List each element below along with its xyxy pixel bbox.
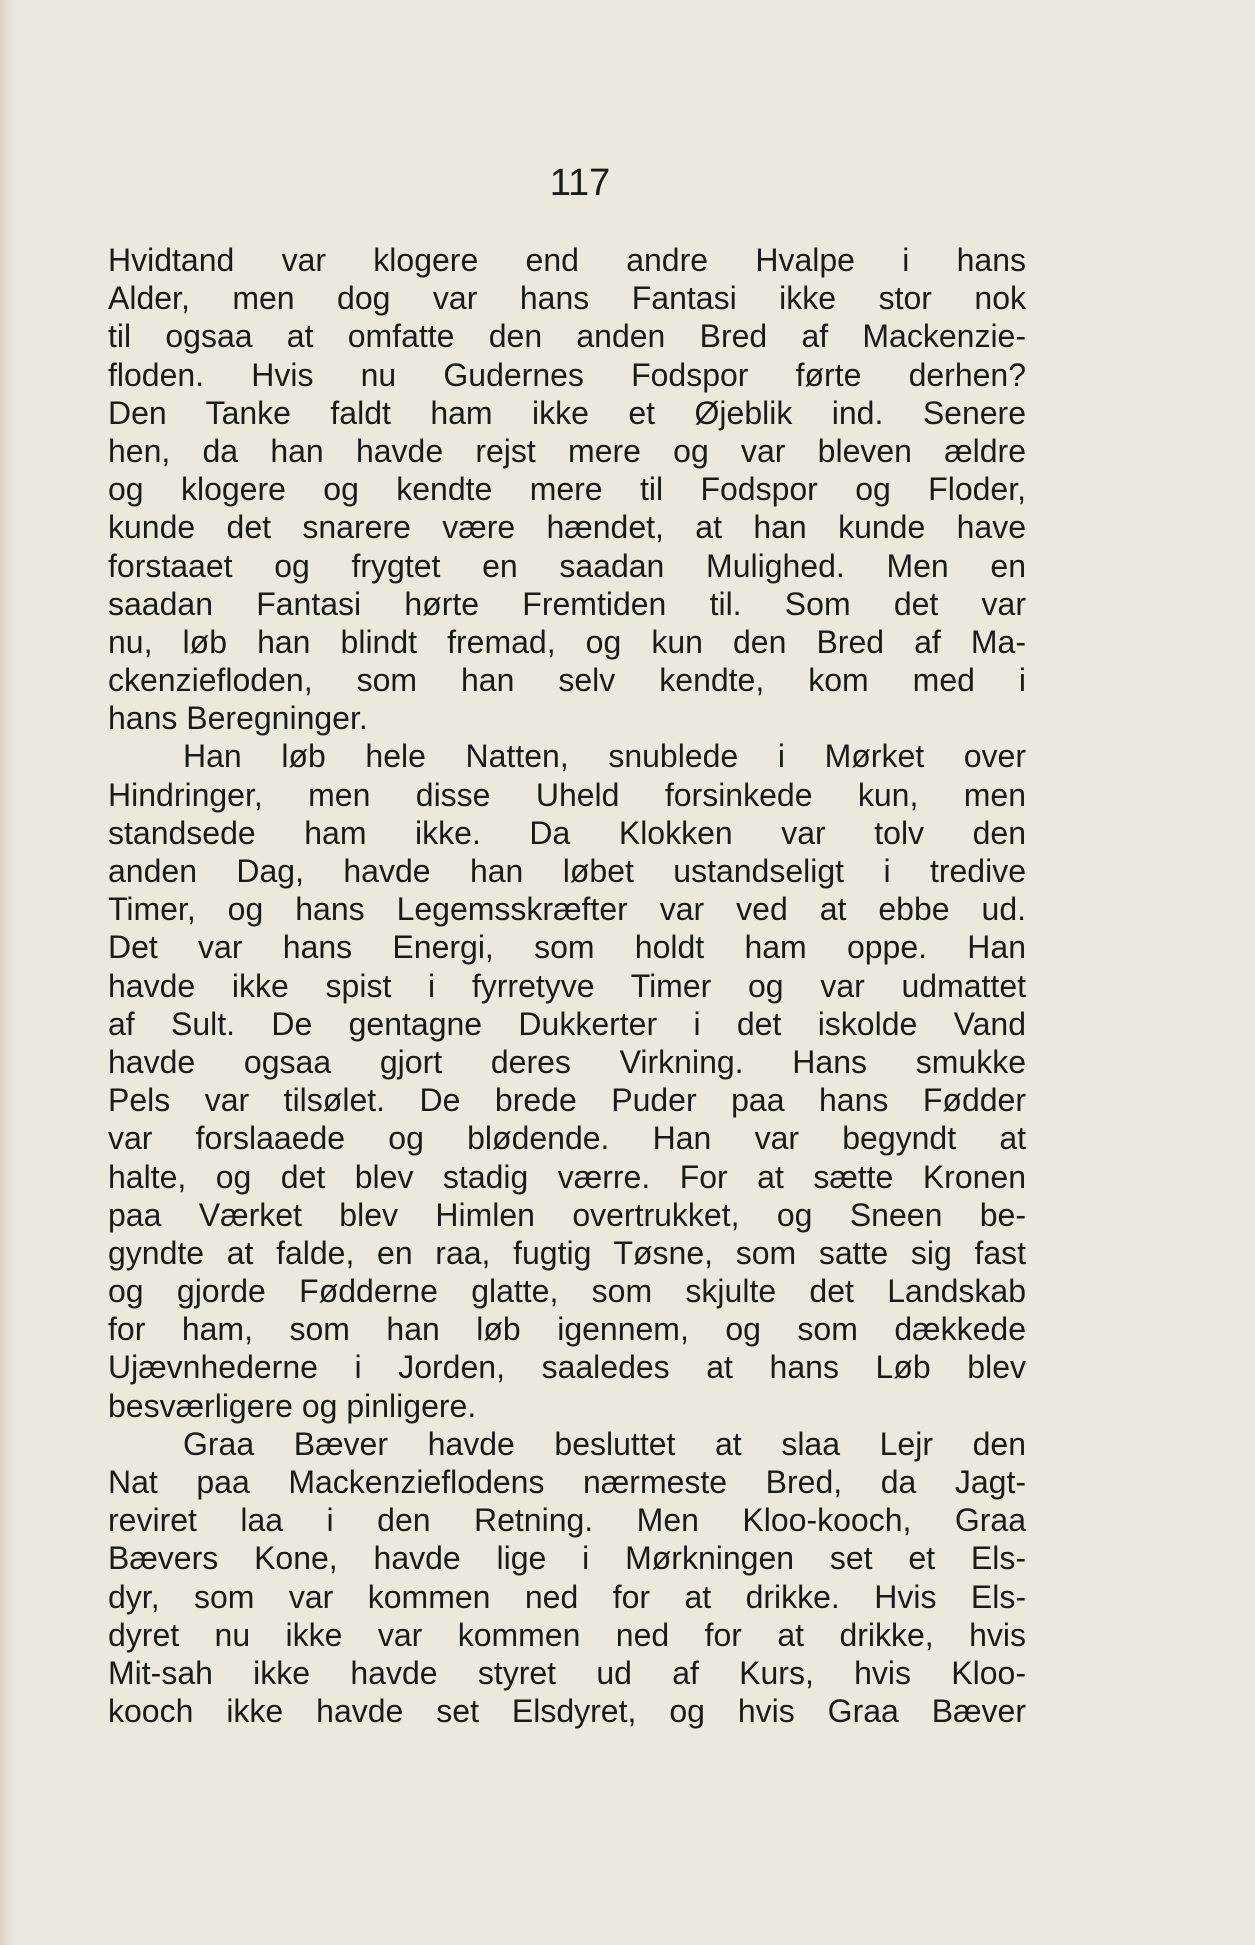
text-line: af Sult. De gentagne Dukkerter i det iskolde Vand [108, 1005, 1026, 1042]
text-line: og klogere og kendte mere til Fodspor og Floder, [108, 471, 1026, 508]
text-line: gyndte at falde, en raa, fugtig Tøsne, som satte sig fast [108, 1234, 1026, 1271]
text-line: Hvidtand var klogere end andre Hvalpe i hans [108, 242, 1026, 278]
text-line: Graa Bæver havde besluttet at slaa Lejr den [183, 1425, 1026, 1462]
text-line: halte, og det blev stadig værre. For at sætte Kronen [108, 1158, 1026, 1195]
text-line: forstaaet og frygtet en saadan Mulighed. Men en [108, 547, 1026, 584]
text-line: kunde det snarere være hændet, at han kunde have [108, 509, 1026, 546]
text-line: anden Dag, havde han løbet ustandseligt i tredive [108, 853, 1026, 889]
page-edge-shadow [0, 0, 14, 1945]
text-line: Hindringer, men disse Uheld forsinkede kun, men [108, 776, 1026, 813]
text-line: og gjorde Fødderne glatte, som skjulte det Landskab [108, 1273, 1026, 1310]
text-line: havde ikke spist i fyrretyve Timer og var udmattet [108, 967, 1026, 1004]
text-line: Mit-sah ikke havde styret ud af Kurs, hvis Kloo- [108, 1654, 1026, 1691]
text-line: paa Værket blev Himlen overtrukket, og Sneen be- [108, 1196, 1026, 1233]
text-line: reviret laa i den Retning. Men Kloo-kooch, Graa [108, 1502, 1026, 1539]
text-line: Han løb hele Natten, snublede i Mørket over [183, 738, 1026, 775]
text-line: ckenziefloden, som han selv kendte, kom med i [108, 662, 1026, 699]
text-line: standsede ham ikke. Da Klokken var tolv den [108, 814, 1026, 851]
text-line: til ogsaa at omfatte den anden Bred af Mackenzie- [108, 318, 1026, 355]
text-line: Den Tanke faldt ham ikke et Øjeblik ind. Senere [108, 394, 1026, 431]
text-line: for ham, som han løb igennem, og som dækkede [108, 1311, 1026, 1348]
text-line: besværligere og pinligere. [108, 1387, 477, 1424]
text-line: floden. Hvis nu Gudernes Fodspor førte derhen? [108, 356, 1026, 393]
text-line: kooch ikke havde set Elsdyret, og hvis Graa Bæver [108, 1693, 1026, 1730]
text-line: Pels var tilsølet. De brede Puder paa hans Fødder [108, 1082, 1026, 1119]
text-line: havde ogsaa gjort deres Virkning. Hans smukke [108, 1043, 1026, 1080]
text-line: Det var hans Energi, som holdt ham oppe. Han [108, 929, 1026, 966]
text-line: hen, da han havde rejst mere og var bleven ældre [108, 432, 1026, 469]
body-text [108, 241, 1026, 1730]
page-number: 117 [549, 162, 611, 204]
text-line: nu, løb han blindt fremad, og kun den Bred af Ma- [108, 623, 1026, 660]
text-line: var forslaaede og blødende. Han var begyndt at [108, 1120, 1026, 1157]
text-line: Timer, og hans Legemsskræfter var ved at ebbe ud. [108, 891, 1026, 928]
text-line: hans Beregninger. [108, 700, 368, 737]
text-line: Ujævnhederne i Jorden, saaledes at hans Løb blev [108, 1349, 1026, 1386]
text-line: Alder, men dog var hans Fantasi ikke stor nok [108, 280, 1026, 317]
text-line: Nat paa Mackenzieflodens nærmeste Bred, da Jagt- [108, 1464, 1026, 1500]
text-line: Bævers Kone, havde lige i Mørkningen set et Els- [108, 1540, 1026, 1577]
text-line: dyret nu ikke var kommen ned for at drikke, hvis [108, 1616, 1026, 1653]
text-line: dyr, som var kommen ned for at drikke. Hvis Els- [108, 1578, 1026, 1615]
text-line: saadan Fantasi hørte Fremtiden til. Som det var [108, 585, 1026, 622]
